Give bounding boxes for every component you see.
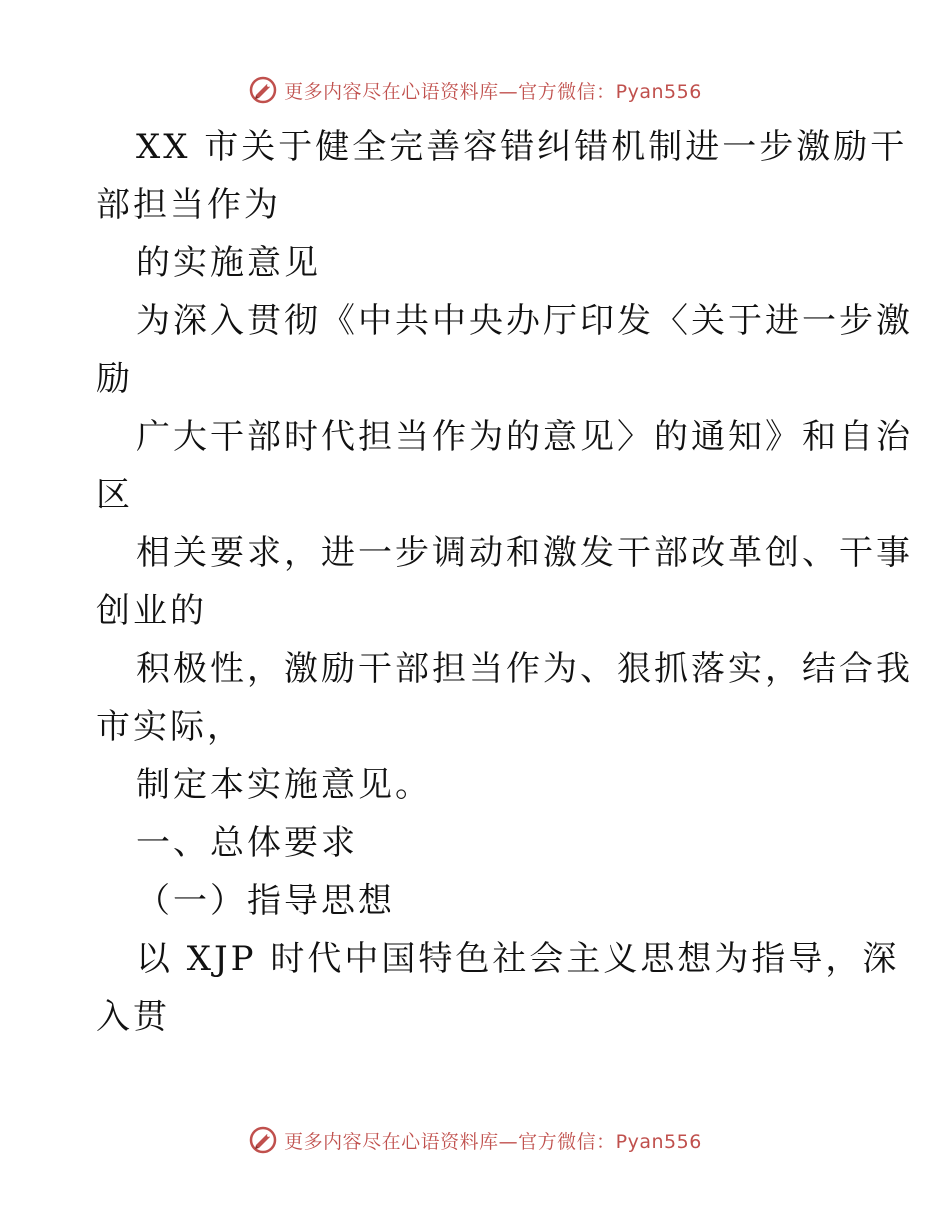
document-line: 一、总体要求 [136,823,358,863]
document-line: （一）指导思想 [136,881,395,921]
document-line: 制定本实施意见。 [136,765,432,805]
header-watermark [0,70,950,110]
document-line: 相关要求，进一步调动和激发干部改革创、干事 [136,533,913,573]
document-line: 的实施意见 [136,243,321,283]
watermark-text: 更多内容尽在心语资料库—官方微信：Pyan556 [284,80,702,103]
pen-nib-logo-icon [248,1125,278,1155]
footer-watermark [0,1120,950,1160]
document-line: 以 XJP 时代中国特色社会主义思想为指导，深 [136,939,900,979]
document-line: 为深入贯彻《中共中央办厅印发〈关于进一步激 [136,301,913,341]
pen-nib-logo-icon [248,75,278,105]
watermark-text: 更多内容尽在心语资料库—官方微信：Pyan556 [284,1130,702,1153]
document-line: 励 [96,359,133,399]
document-line: 积极性，激励干部担当作为、狠抓落实，结合我 [136,649,913,689]
document-body [96,118,913,1046]
document-line: 广大干部时代担当作为的意见〉的通知》和自治 [136,417,913,457]
document-line: 市实际， [96,707,244,747]
document-line: 创业的 [96,591,207,631]
document-line: 入贯 [96,997,170,1037]
document-line: 部担当作为 [96,185,281,225]
document-line: XX 市关于健全完善容错纠错机制进一步激励干 [136,127,908,167]
document-line: 区 [96,475,133,515]
